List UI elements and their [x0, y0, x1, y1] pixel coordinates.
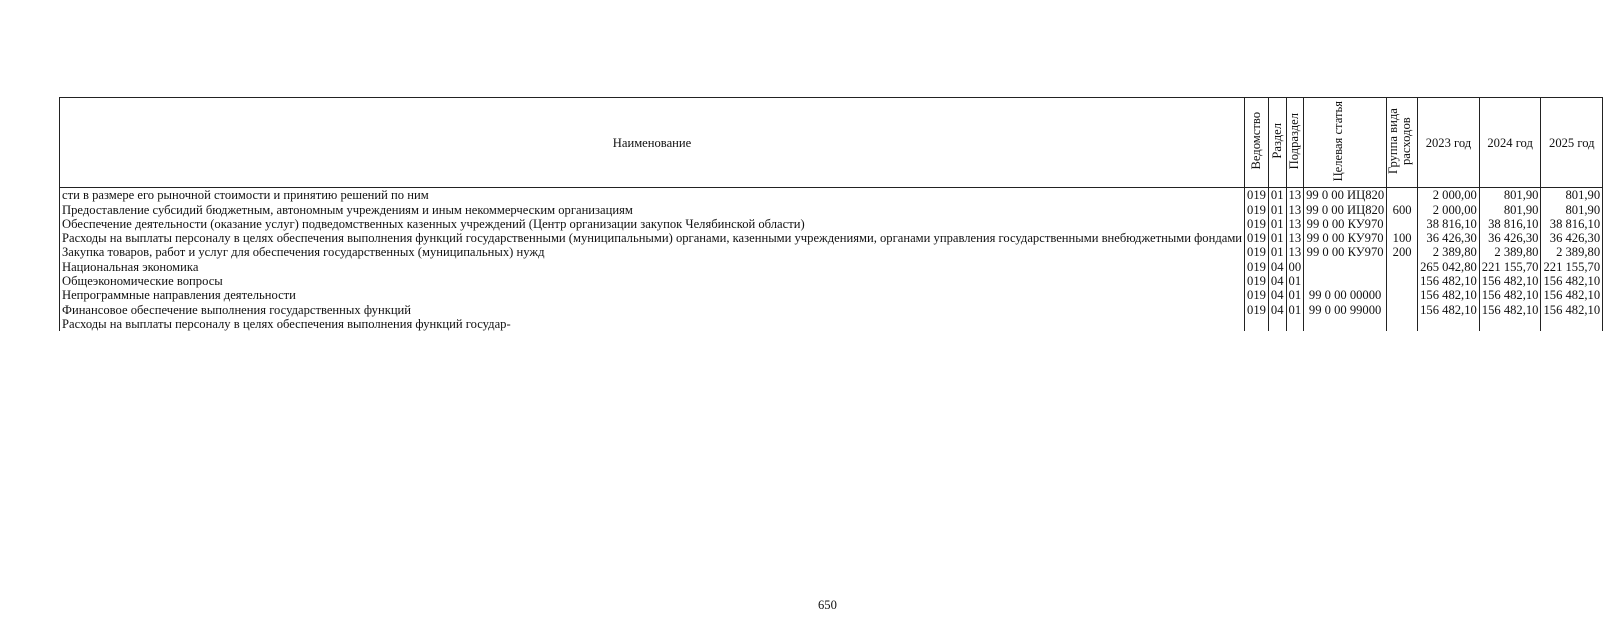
cell-2025: 221 155,70: [1541, 260, 1603, 274]
cell-statya: 99 0 00 КУ970: [1304, 217, 1387, 231]
cell-2023: 156 482,10: [1418, 274, 1480, 288]
cell-2023: 2 000,00: [1418, 188, 1480, 203]
cell-podrazdel: 00: [1286, 260, 1304, 274]
cell-2023: 38 816,10: [1418, 217, 1480, 231]
table-row: [60, 274, 1603, 288]
cell-vedomstvo: 019: [1245, 303, 1269, 317]
cell-name: Национальная экономика: [60, 260, 1245, 274]
cell-statya: [1304, 317, 1387, 331]
cell-razdel: 01: [1268, 231, 1286, 245]
header-2025: 2025 год: [1541, 98, 1603, 188]
cell-2025: 156 482,10: [1541, 274, 1603, 288]
cell-vedomstvo: [1245, 317, 1269, 331]
cell-2025: 2 389,80: [1541, 245, 1603, 259]
table-row: [60, 288, 1603, 302]
header-vedomstvo: Ведомство: [1245, 98, 1269, 188]
cell-statya: [1304, 260, 1387, 274]
cell-name: Непрограммные направления деятельности: [60, 288, 1245, 302]
cell-vedomstvo: 019: [1245, 245, 1269, 259]
cell-2024: 156 482,10: [1479, 288, 1541, 302]
cell-gruppa: [1387, 274, 1418, 288]
cell-2023: 36 426,30: [1418, 231, 1480, 245]
cell-statya: 99 0 00 КУ970: [1304, 245, 1387, 259]
budget-table: [59, 97, 1603, 331]
cell-2023: 2 000,00: [1418, 203, 1480, 217]
cell-gruppa: [1387, 288, 1418, 302]
table-row: [60, 203, 1603, 217]
cell-statya: 99 0 00 99000: [1304, 303, 1387, 317]
cell-2023: 156 482,10: [1418, 288, 1480, 302]
cell-2025: 38 816,10: [1541, 217, 1603, 231]
cell-podrazdel: 13: [1286, 231, 1304, 245]
page-number: 650: [818, 598, 837, 612]
table-row: [60, 317, 1603, 331]
cell-name: Закупка товаров, работ и услуг для обеспечения государственных (муниципальных) нужд: [60, 245, 1245, 259]
cell-razdel: 04: [1268, 274, 1286, 288]
cell-razdel: [1268, 317, 1286, 331]
cell-name: Расходы на выплаты персоналу в целях обеспечения выполнения функций государственными (муниципальными) органами, казенными учреждениями, органами управления государственными внебюджетными фондами: [60, 231, 1245, 245]
cell-2025: 801,90: [1541, 188, 1603, 203]
header-name: Наименование: [60, 98, 1245, 188]
cell-2025: [1541, 317, 1603, 331]
cell-podrazdel: 01: [1286, 303, 1304, 317]
cell-gruppa: 100: [1387, 231, 1418, 245]
cell-name: сти в размере его рыночной стоимости и принятию решений по ним: [60, 188, 1245, 203]
table-row: [60, 260, 1603, 274]
cell-name: Предоставление субсидий бюджетным, автономным учреждениям и иным некоммерческим организациям: [60, 203, 1245, 217]
cell-razdel: 04: [1268, 303, 1286, 317]
cell-podrazdel: 01: [1286, 288, 1304, 302]
cell-gruppa: [1387, 188, 1418, 203]
table-header-row: [60, 98, 1603, 188]
cell-2025: 801,90: [1541, 203, 1603, 217]
cell-2023: 156 482,10: [1418, 303, 1480, 317]
cell-2024: 801,90: [1479, 188, 1541, 203]
cell-2024: 36 426,30: [1479, 231, 1541, 245]
cell-podrazdel: 01: [1286, 274, 1304, 288]
header-podrazdel: Подраздел: [1286, 98, 1304, 188]
cell-podrazdel: 13: [1286, 203, 1304, 217]
cell-2024: 156 482,10: [1479, 303, 1541, 317]
cell-vedomstvo: 019: [1245, 231, 1269, 245]
cell-podrazdel: 13: [1286, 245, 1304, 259]
cell-statya: 99 0 00 00000: [1304, 288, 1387, 302]
header-razdel: Раздел: [1268, 98, 1286, 188]
cell-vedomstvo: 019: [1245, 274, 1269, 288]
cell-vedomstvo: 019: [1245, 288, 1269, 302]
table-row: [60, 245, 1603, 259]
cell-2024: [1479, 317, 1541, 331]
cell-vedomstvo: 019: [1245, 203, 1269, 217]
cell-2024: 801,90: [1479, 203, 1541, 217]
header-statya: Целевая статья: [1304, 98, 1387, 188]
cell-gruppa: 200: [1387, 245, 1418, 259]
header-2023: 2023 год: [1418, 98, 1480, 188]
cell-name: Обеспечение деятельности (оказание услуг) подведомственных казенных учреждений (Центр организации закупок Челябинской области): [60, 217, 1245, 231]
cell-razdel: 04: [1268, 260, 1286, 274]
cell-podrazdel: 13: [1286, 217, 1304, 231]
cell-statya: [1304, 274, 1387, 288]
cell-2023: 265 042,80: [1418, 260, 1480, 274]
cell-podrazdel: [1286, 317, 1304, 331]
header-gruppa: Группа вида расходов: [1387, 98, 1418, 188]
cell-razdel: 01: [1268, 188, 1286, 203]
cell-2024: 221 155,70: [1479, 260, 1541, 274]
cell-2025: 36 426,30: [1541, 231, 1603, 245]
cell-name: Финансовое обеспечение выполнения государственных функций: [60, 303, 1245, 317]
cell-statya: 99 0 00 ИЦ820: [1304, 203, 1387, 217]
table-row: [60, 217, 1603, 231]
cell-2025: 156 482,10: [1541, 288, 1603, 302]
cell-razdel: 04: [1268, 288, 1286, 302]
cell-razdel: 01: [1268, 245, 1286, 259]
cell-statya: 99 0 00 ИЦ820: [1304, 188, 1387, 203]
cell-vedomstvo: 019: [1245, 188, 1269, 203]
table-row: [60, 303, 1603, 317]
cell-razdel: 01: [1268, 203, 1286, 217]
cell-vedomstvo: 019: [1245, 217, 1269, 231]
cell-podrazdel: 13: [1286, 188, 1304, 203]
cell-2024: 156 482,10: [1479, 274, 1541, 288]
table-row: [60, 231, 1603, 245]
cell-name: Расходы на выплаты персоналу в целях обеспечения выполнения функций государ-: [60, 317, 1245, 331]
cell-razdel: 01: [1268, 217, 1286, 231]
cell-2024: 2 389,80: [1479, 245, 1541, 259]
cell-gruppa: [1387, 260, 1418, 274]
cell-2023: 2 389,80: [1418, 245, 1480, 259]
cell-gruppa: 600: [1387, 203, 1418, 217]
cell-name: Общеэкономические вопросы: [60, 274, 1245, 288]
cell-gruppa: [1387, 303, 1418, 317]
cell-gruppa: [1387, 217, 1418, 231]
header-2024: 2024 год: [1479, 98, 1541, 188]
cell-gruppa: [1387, 317, 1418, 331]
table-row: [60, 188, 1603, 203]
cell-2023: [1418, 317, 1480, 331]
cell-statya: 99 0 00 КУ970: [1304, 231, 1387, 245]
cell-2025: 156 482,10: [1541, 303, 1603, 317]
cell-2024: 38 816,10: [1479, 217, 1541, 231]
cell-vedomstvo: 019: [1245, 260, 1269, 274]
